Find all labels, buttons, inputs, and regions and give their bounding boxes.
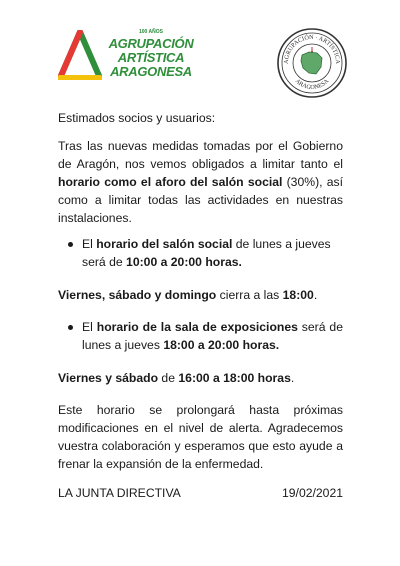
logo-years-label: 100 AÑOS xyxy=(139,29,163,35)
bullet-dot-icon xyxy=(68,242,73,247)
sat-text: de xyxy=(158,371,179,385)
bullet1-bold-1: horario del salón social xyxy=(96,237,233,251)
weekend-end: . xyxy=(313,288,318,302)
weekend-time: 18:00 xyxy=(282,288,314,302)
weekend-text: cierra a las xyxy=(216,288,283,302)
weekend-paragraph xyxy=(58,286,343,304)
intro-paragraph xyxy=(58,137,343,227)
sat-end: . xyxy=(290,371,295,385)
sat-bold-2: 16:00 a 18:00 horas xyxy=(178,371,291,385)
bullet2-bold-2: 18:00 a 20:00 horas. xyxy=(163,338,280,352)
weekend-bold: Viernes, sábado y domingo xyxy=(58,288,217,302)
closing-paragraph: Este horario se prolongará hasta próximas modificaciones en el nivel de alerta. Agradecemos vuestra colaboración y esperamos que esto ayude a frenar la expansión de la enfermedad. xyxy=(58,403,343,471)
logo-line-2: ARTÍSTICA xyxy=(117,50,185,65)
logo-line-1: AGRUPACIÓN xyxy=(108,36,194,51)
bullet2-text-1: El xyxy=(82,320,97,334)
bullet1-text-1: El xyxy=(82,237,97,251)
intro-bold-1: horario como el aforo del salón social xyxy=(58,175,283,189)
bullet2-text-2: será de lunes a jueves xyxy=(82,320,343,352)
svg-text:ARAGONESA: ARAGONESA xyxy=(293,77,331,92)
intro-text-1: Tras las nuevas medidas tomadas por el Gobierno de Aragón, nos vemos obligados a limitar tanto el xyxy=(58,139,343,171)
bullet-sala-exposiciones xyxy=(82,318,343,354)
agrupacion-logo xyxy=(58,30,208,92)
bullet-dot-icon xyxy=(68,325,73,330)
bullet-salon-social xyxy=(82,235,343,271)
svg-text:AGRUPACIÓN · ARTÍSTICA: AGRUPACIÓN · ARTÍSTICA xyxy=(282,33,342,65)
logo-line-3: ARAGONESA xyxy=(110,64,192,79)
letter-footer xyxy=(58,484,343,502)
intro-text-2: (30%), así como a limitar todas las actividades en nuestras instalaciones. xyxy=(58,175,343,225)
seal-emblem-icon xyxy=(276,27,348,99)
bullet2-bold-1: horario de la sala de exposiciones xyxy=(96,320,298,334)
greeting: Estimados socios y usuarios: xyxy=(58,111,216,125)
signature: LA JUNTA DIRECTIVA xyxy=(58,486,181,500)
sat-bold-1: Viernes y sábado xyxy=(58,371,159,385)
bullet1-text-2: de lunes a jueves será de xyxy=(82,237,331,269)
saturday-paragraph xyxy=(58,369,343,387)
logo-wordmark xyxy=(92,37,210,79)
agrupacion-seal xyxy=(276,27,348,99)
letter-date: 19/02/2021 xyxy=(282,486,343,500)
bullet1-bold-2: 10:00 a 20:00 horas. xyxy=(126,255,242,269)
